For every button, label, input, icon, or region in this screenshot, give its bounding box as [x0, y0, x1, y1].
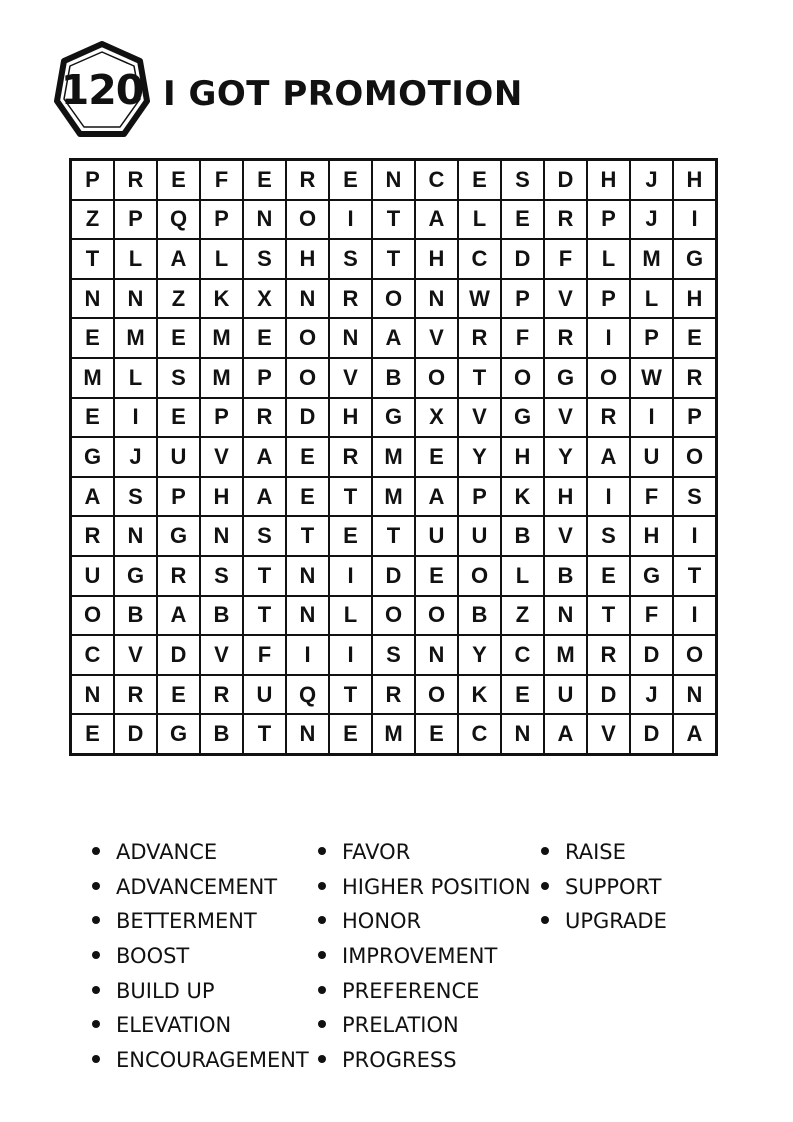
grid-cell[interactable]: E: [415, 437, 458, 477]
grid-cell[interactable]: U: [630, 437, 673, 477]
grid-cell[interactable]: I: [286, 635, 329, 675]
grid-cell[interactable]: L: [114, 358, 157, 398]
grid-cell[interactable]: L: [114, 239, 157, 279]
grid-cell[interactable]: N: [286, 596, 329, 636]
grid-cell[interactable]: P: [243, 358, 286, 398]
bullet-icon: [92, 916, 100, 924]
grid-cell[interactable]: A: [673, 714, 717, 754]
grid-cell[interactable]: I: [329, 200, 372, 240]
word-list-item: [92, 837, 309, 872]
word-list-item: [92, 906, 309, 941]
grid-cell[interactable]: R: [329, 437, 372, 477]
grid-cell[interactable]: B: [200, 714, 243, 754]
grid-cell[interactable]: E: [71, 318, 115, 358]
grid-cell[interactable]: D: [372, 556, 415, 596]
grid-cell[interactable]: A: [71, 477, 115, 517]
word-search-grid: [69, 158, 718, 756]
grid-cell[interactable]: F: [630, 477, 673, 517]
grid-cell[interactable]: P: [157, 477, 200, 517]
word-label: HIGHER POSITION: [342, 874, 531, 899]
grid-cell[interactable]: R: [372, 675, 415, 715]
bullet-icon: [92, 1055, 100, 1063]
grid-cell[interactable]: C: [415, 160, 458, 200]
grid-cell[interactable]: T: [372, 239, 415, 279]
grid-cell[interactable]: H: [286, 239, 329, 279]
word-list-item: [318, 872, 531, 907]
grid-cell[interactable]: N: [286, 279, 329, 319]
grid-cell[interactable]: P: [114, 200, 157, 240]
grid-cell[interactable]: G: [157, 714, 200, 754]
grid-cell[interactable]: S: [200, 556, 243, 596]
grid-cell[interactable]: N: [243, 200, 286, 240]
grid-cell[interactable]: T: [458, 358, 501, 398]
grid-cell[interactable]: U: [157, 437, 200, 477]
bullet-icon: [318, 882, 326, 890]
grid-row: [71, 279, 717, 319]
grid-cell[interactable]: K: [501, 477, 544, 517]
word-list-column-3: [541, 837, 667, 941]
grid-cell[interactable]: I: [673, 516, 717, 556]
grid-cell[interactable]: M: [200, 318, 243, 358]
grid-cell[interactable]: A: [415, 200, 458, 240]
grid-cell[interactable]: M: [630, 239, 673, 279]
puzzle-number: 120: [60, 66, 144, 114]
grid-cell[interactable]: U: [71, 556, 115, 596]
bullet-icon: [92, 847, 100, 855]
word-list-item: [318, 1010, 531, 1045]
grid-cell[interactable]: E: [157, 160, 200, 200]
grid-cell[interactable]: E: [157, 318, 200, 358]
bullet-icon: [92, 1020, 100, 1028]
bullet-icon: [92, 882, 100, 890]
grid-cell[interactable]: V: [587, 714, 630, 754]
word-label: SUPPORT: [565, 874, 662, 899]
grid-cell[interactable]: E: [501, 675, 544, 715]
grid-cell[interactable]: E: [71, 714, 115, 754]
grid-cell[interactable]: I: [587, 477, 630, 517]
grid-cell[interactable]: J: [630, 675, 673, 715]
grid-cell[interactable]: O: [372, 279, 415, 319]
grid-cell[interactable]: O: [286, 358, 329, 398]
grid-cell[interactable]: O: [71, 596, 115, 636]
bullet-icon: [318, 1020, 326, 1028]
grid-cell[interactable]: O: [673, 635, 717, 675]
grid-cell[interactable]: N: [544, 596, 587, 636]
grid-cell[interactable]: B: [544, 556, 587, 596]
grid-cell[interactable]: R: [544, 200, 587, 240]
grid-cell[interactable]: M: [544, 635, 587, 675]
grid-cell[interactable]: R: [200, 675, 243, 715]
grid-cell[interactable]: S: [243, 239, 286, 279]
grid-cell[interactable]: C: [501, 635, 544, 675]
grid-cell[interactable]: E: [157, 398, 200, 438]
grid-cell[interactable]: T: [71, 239, 115, 279]
grid-cell[interactable]: R: [673, 358, 717, 398]
grid-cell[interactable]: M: [372, 437, 415, 477]
word-label: ENCOURAGEMENT: [116, 1048, 309, 1073]
bullet-icon: [318, 986, 326, 994]
grid-cell[interactable]: F: [200, 160, 243, 200]
grid-cell[interactable]: M: [372, 714, 415, 754]
grid-cell[interactable]: I: [630, 398, 673, 438]
grid-cell[interactable]: A: [415, 477, 458, 517]
grid-cell[interactable]: G: [71, 437, 115, 477]
word-list-item: [92, 976, 309, 1011]
grid-cell[interactable]: T: [673, 556, 717, 596]
word-label: UPGRADE: [565, 909, 667, 934]
grid-cell[interactable]: I: [329, 635, 372, 675]
grid-cell[interactable]: C: [71, 635, 115, 675]
grid-cell[interactable]: S: [587, 516, 630, 556]
grid-cell[interactable]: M: [71, 358, 115, 398]
word-label: ADVANCEMENT: [116, 874, 278, 899]
grid-cell[interactable]: R: [458, 318, 501, 358]
word-label: PREFERENCE: [342, 978, 480, 1003]
grid-cell[interactable]: R: [243, 398, 286, 438]
grid-row: [71, 675, 717, 715]
bullet-icon: [318, 847, 326, 855]
grid-cell[interactable]: B: [501, 516, 544, 556]
grid-cell[interactable]: N: [372, 160, 415, 200]
grid-row: [71, 714, 717, 754]
grid-cell[interactable]: I: [114, 398, 157, 438]
grid-cell[interactable]: U: [544, 675, 587, 715]
grid-cell[interactable]: P: [630, 318, 673, 358]
grid-cell[interactable]: X: [415, 398, 458, 438]
grid-cell[interactable]: Z: [157, 279, 200, 319]
grid-cell[interactable]: R: [114, 675, 157, 715]
grid-cell[interactable]: H: [630, 516, 673, 556]
grid-cell[interactable]: D: [157, 635, 200, 675]
grid-cell[interactable]: T: [286, 516, 329, 556]
grid-cell[interactable]: U: [458, 516, 501, 556]
word-label: IMPROVEMENT: [342, 944, 498, 969]
word-list-item: [541, 837, 667, 872]
grid-cell[interactable]: Z: [71, 200, 115, 240]
grid-cell[interactable]: O: [415, 675, 458, 715]
grid-cell[interactable]: E: [329, 516, 372, 556]
bullet-icon: [318, 916, 326, 924]
grid-cell[interactable]: T: [243, 714, 286, 754]
grid-cell[interactable]: H: [587, 160, 630, 200]
grid-cell[interactable]: T: [372, 200, 415, 240]
grid-cell[interactable]: C: [458, 714, 501, 754]
grid-cell[interactable]: O: [286, 318, 329, 358]
grid-row: [71, 556, 717, 596]
grid-cell[interactable]: V: [200, 437, 243, 477]
grid-cell[interactable]: I: [587, 318, 630, 358]
grid-cell[interactable]: F: [630, 596, 673, 636]
word-label: ADVANCE: [116, 840, 218, 864]
grid-cell[interactable]: I: [673, 596, 717, 636]
grid-cell[interactable]: N: [114, 279, 157, 319]
word-label: PROGRESS: [342, 1048, 457, 1073]
grid-cell[interactable]: G: [114, 556, 157, 596]
grid-cell[interactable]: A: [372, 318, 415, 358]
word-label: PRELATION: [342, 1013, 459, 1038]
grid-cell[interactable]: F: [501, 318, 544, 358]
grid-cell[interactable]: U: [243, 675, 286, 715]
grid-cell[interactable]: C: [458, 239, 501, 279]
grid-cell[interactable]: P: [71, 160, 115, 200]
grid-cell[interactable]: D: [630, 714, 673, 754]
grid-cell[interactable]: A: [157, 596, 200, 636]
word-list-item: [318, 906, 531, 941]
bullet-icon: [92, 951, 100, 959]
grid-cell[interactable]: L: [200, 239, 243, 279]
grid-cell[interactable]: Q: [286, 675, 329, 715]
grid-cell[interactable]: E: [71, 398, 115, 438]
word-list-item: [92, 941, 309, 976]
grid-cell[interactable]: W: [630, 358, 673, 398]
grid-row: [71, 160, 717, 200]
grid-cell[interactable]: O: [587, 358, 630, 398]
grid-cell[interactable]: N: [200, 516, 243, 556]
bullet-icon: [318, 951, 326, 959]
grid-cell[interactable]: G: [673, 239, 717, 279]
word-label: BUILD UP: [116, 978, 215, 1003]
bullet-icon: [541, 916, 549, 924]
grid-cell[interactable]: V: [114, 635, 157, 675]
grid-cell[interactable]: F: [243, 635, 286, 675]
grid-cell[interactable]: R: [114, 160, 157, 200]
grid-cell[interactable]: S: [243, 516, 286, 556]
grid-cell[interactable]: V: [415, 318, 458, 358]
grid-cell[interactable]: S: [114, 477, 157, 517]
grid-cell[interactable]: E: [286, 477, 329, 517]
grid-cell[interactable]: T: [329, 675, 372, 715]
grid-cell[interactable]: B: [200, 596, 243, 636]
word-label: BETTERMENT: [116, 909, 257, 934]
word-list-item: [318, 976, 531, 1011]
grid-cell[interactable]: V: [458, 398, 501, 438]
grid-cell[interactable]: L: [587, 239, 630, 279]
grid-cell[interactable]: A: [587, 437, 630, 477]
grid-cell[interactable]: D: [630, 635, 673, 675]
grid-cell[interactable]: E: [501, 200, 544, 240]
grid-cell[interactable]: O: [673, 437, 717, 477]
grid-cell[interactable]: S: [501, 160, 544, 200]
grid-cell[interactable]: Z: [501, 596, 544, 636]
grid-cell[interactable]: B: [114, 596, 157, 636]
grid-cell[interactable]: V: [329, 358, 372, 398]
grid-cell[interactable]: P: [587, 279, 630, 319]
grid-cell[interactable]: S: [157, 358, 200, 398]
grid-cell[interactable]: W: [458, 279, 501, 319]
grid-cell[interactable]: N: [286, 556, 329, 596]
word-list-item: [541, 872, 667, 907]
grid-cell[interactable]: E: [286, 437, 329, 477]
grid-cell[interactable]: N: [71, 279, 115, 319]
grid-cell[interactable]: Y: [458, 635, 501, 675]
grid-cell[interactable]: D: [544, 160, 587, 200]
grid-cell[interactable]: U: [415, 516, 458, 556]
grid-cell[interactable]: A: [157, 239, 200, 279]
grid-cell[interactable]: D: [286, 398, 329, 438]
grid-cell[interactable]: I: [329, 556, 372, 596]
grid-cell[interactable]: A: [544, 714, 587, 754]
grid-cell[interactable]: J: [114, 437, 157, 477]
grid-cell[interactable]: P: [673, 398, 717, 438]
grid-cell[interactable]: M: [114, 318, 157, 358]
grid-cell[interactable]: Y: [544, 437, 587, 477]
grid-cell[interactable]: F: [544, 239, 587, 279]
grid-cell[interactable]: R: [587, 398, 630, 438]
grid-cell[interactable]: N: [673, 675, 717, 715]
grid-cell[interactable]: G: [630, 556, 673, 596]
grid-cell[interactable]: V: [544, 516, 587, 556]
grid-cell[interactable]: J: [630, 160, 673, 200]
grid-row: [71, 477, 717, 517]
grid-cell[interactable]: O: [501, 358, 544, 398]
grid-cell[interactable]: H: [329, 398, 372, 438]
grid-cell[interactable]: L: [458, 200, 501, 240]
word-list-item: [92, 872, 309, 907]
grid-cell[interactable]: L: [501, 556, 544, 596]
grid-cell[interactable]: N: [71, 675, 115, 715]
grid-cell[interactable]: T: [372, 516, 415, 556]
grid-cell[interactable]: K: [200, 279, 243, 319]
grid-cell[interactable]: R: [71, 516, 115, 556]
grid-cell[interactable]: X: [243, 279, 286, 319]
grid-cell[interactable]: S: [673, 477, 717, 517]
grid-row: [71, 358, 717, 398]
grid-cell[interactable]: E: [458, 160, 501, 200]
grid-cell[interactable]: S: [329, 239, 372, 279]
word-list-item: [318, 837, 531, 872]
grid-cell[interactable]: P: [587, 200, 630, 240]
grid-cell[interactable]: O: [372, 596, 415, 636]
grid-cell[interactable]: O: [415, 358, 458, 398]
word-list-item: [92, 1045, 309, 1080]
grid-cell[interactable]: N: [415, 279, 458, 319]
grid-row: [71, 398, 717, 438]
word-label: BOOST: [116, 944, 190, 969]
grid-cell[interactable]: R: [157, 556, 200, 596]
grid-cell[interactable]: G: [501, 398, 544, 438]
grid-cell[interactable]: L: [630, 279, 673, 319]
word-label: FAVOR: [342, 840, 411, 864]
grid-cell[interactable]: N: [329, 318, 372, 358]
grid-row: [71, 318, 717, 358]
word-label: ELEVATION: [116, 1013, 232, 1038]
grid-cell[interactable]: N: [286, 714, 329, 754]
grid-cell[interactable]: H: [544, 477, 587, 517]
grid-cell[interactable]: J: [630, 200, 673, 240]
grid-cell[interactable]: G: [544, 358, 587, 398]
grid-cell[interactable]: H: [200, 477, 243, 517]
bullet-icon: [541, 882, 549, 890]
grid-cell[interactable]: T: [329, 477, 372, 517]
grid-cell[interactable]: P: [200, 398, 243, 438]
bullet-icon: [541, 847, 549, 855]
grid-cell[interactable]: R: [329, 279, 372, 319]
word-list-column-1: [92, 837, 309, 1080]
grid-cell[interactable]: P: [200, 200, 243, 240]
grid-cell[interactable]: G: [372, 398, 415, 438]
word-list-item: [92, 1010, 309, 1045]
grid-cell[interactable]: N: [114, 516, 157, 556]
grid-cell[interactable]: P: [458, 477, 501, 517]
grid-cell[interactable]: H: [673, 160, 717, 200]
grid-cell[interactable]: L: [329, 596, 372, 636]
word-list-item: [318, 1045, 531, 1080]
grid-cell[interactable]: D: [114, 714, 157, 754]
grid-cell[interactable]: T: [243, 556, 286, 596]
puzzle-number-badge: [54, 41, 150, 139]
grid-cell[interactable]: V: [200, 635, 243, 675]
grid-cell[interactable]: E: [329, 714, 372, 754]
grid-cell[interactable]: D: [587, 675, 630, 715]
grid-cell[interactable]: O: [458, 556, 501, 596]
grid-cell[interactable]: V: [544, 279, 587, 319]
word-label: HONOR: [342, 909, 422, 934]
grid-cell[interactable]: O: [415, 596, 458, 636]
grid-cell[interactable]: V: [544, 398, 587, 438]
grid-cell[interactable]: P: [501, 279, 544, 319]
word-label: RAISE: [565, 840, 626, 864]
grid-cell[interactable]: E: [415, 556, 458, 596]
grid-cell[interactable]: E: [329, 160, 372, 200]
grid-cell[interactable]: B: [372, 358, 415, 398]
grid-row: [71, 596, 717, 636]
grid-cell[interactable]: H: [673, 279, 717, 319]
word-list-column-2: [318, 837, 531, 1080]
grid-cell[interactable]: R: [286, 160, 329, 200]
grid-cell[interactable]: S: [372, 635, 415, 675]
bullet-icon: [92, 986, 100, 994]
grid-cell[interactable]: Q: [157, 200, 200, 240]
grid-cell[interactable]: G: [157, 516, 200, 556]
grid-cell[interactable]: R: [587, 635, 630, 675]
puzzle-title: I GOT PROMOTION: [163, 74, 523, 114]
grid-row: [71, 437, 717, 477]
grid-cell[interactable]: O: [286, 200, 329, 240]
grid-cell[interactable]: H: [415, 239, 458, 279]
grid-cell[interactable]: E: [243, 160, 286, 200]
grid-cell[interactable]: N: [501, 714, 544, 754]
grid-cell[interactable]: N: [415, 635, 458, 675]
grid-cell[interactable]: T: [587, 596, 630, 636]
grid-cell[interactable]: E: [243, 318, 286, 358]
grid-cell[interactable]: M: [200, 358, 243, 398]
grid-cell[interactable]: T: [243, 596, 286, 636]
word-list-item: [318, 941, 531, 976]
grid-cell[interactable]: E: [673, 318, 717, 358]
bullet-icon: [318, 1055, 326, 1063]
grid-cell[interactable]: E: [587, 556, 630, 596]
grid-cell[interactable]: I: [673, 200, 717, 240]
grid-row: [71, 200, 717, 240]
grid-row: [71, 635, 717, 675]
grid-cell[interactable]: A: [243, 477, 286, 517]
grid-cell[interactable]: D: [501, 239, 544, 279]
grid-cell[interactable]: E: [157, 675, 200, 715]
grid-row: [71, 239, 717, 279]
grid-row: [71, 516, 717, 556]
grid-cell[interactable]: Y: [458, 437, 501, 477]
grid-cell[interactable]: R: [544, 318, 587, 358]
grid-cell[interactable]: B: [458, 596, 501, 636]
grid-cell[interactable]: H: [501, 437, 544, 477]
grid-cell[interactable]: E: [415, 714, 458, 754]
grid-cell[interactable]: A: [243, 437, 286, 477]
word-list-item: [541, 906, 667, 941]
grid-cell[interactable]: M: [372, 477, 415, 517]
grid-cell[interactable]: K: [458, 675, 501, 715]
